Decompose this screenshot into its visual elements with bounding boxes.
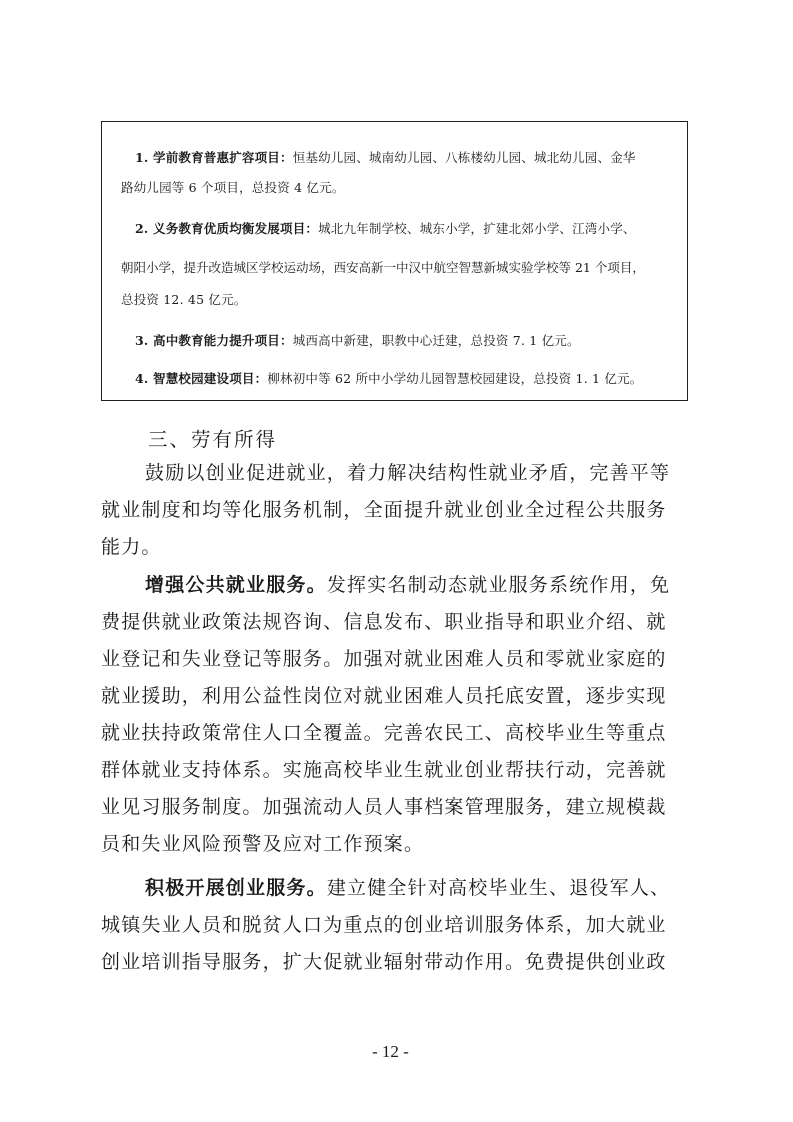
- item2-text: 城北九年制学校、城东小学，扩建北郊小学、江湾小学、: [318, 221, 636, 236]
- item3-line: [135, 331, 580, 349]
- para3-first-rest: 建立健全针对高校毕业生、退役军人、: [326, 877, 671, 899]
- para2-line3: 业登记和失业登记等服务。加强对就业困难人员和零就业家庭的: [101, 648, 667, 670]
- item1-head: 1. 学前教育普惠扩容项目：: [135, 150, 293, 165]
- para1-line1: 鼓励以创业促进就业，着力解决结构性就业矛盾，完善平等: [145, 462, 671, 484]
- item4-text: 柳林初中等 62 所中小学幼儿园智慧校园建设，总投资 1. 1 亿元。: [267, 371, 643, 386]
- para3-lead: 积极开展创业服务。: [145, 877, 327, 899]
- page-number: - 12 -: [372, 1042, 409, 1061]
- section-title: 三、劳有所得: [148, 428, 278, 451]
- para2-line1: [145, 570, 745, 597]
- para2-first-rest: 发挥实名制动态就业服务系统作用，免: [326, 574, 671, 596]
- para2-line8: 员和失业风险预警及应对工作预案。: [101, 833, 425, 855]
- item4-head: 4. 智慧校园建设项目：: [135, 371, 268, 386]
- para2-line4: 就业援助，利用公益性岗位对就业困难人员托底安置，逐步实现: [101, 685, 667, 707]
- item3-text: 城西高中新建，职教中心迁建，总投资 7. 1 亿元。: [292, 333, 580, 348]
- item1-text: 恒基幼儿园、城南幼儿园、八栋楼幼儿园、城北幼儿园、金华: [292, 150, 636, 165]
- para3-line1: [145, 873, 745, 900]
- item2-line2: 朝阳小学，提升改造城区学校运动场，西安高新一中汉中航空智慧新城实验学校等 21 个项目，: [121, 260, 645, 275]
- para2-lead: 增强公共就业服务。: [145, 574, 327, 596]
- item1-line2: 路幼儿园等 6 个项目，总投资 4 亿元。: [121, 180, 345, 195]
- para1-line2: 就业制度和均等化服务机制，全面提升就业创业全过程公共服务: [101, 499, 667, 521]
- item4-line: [135, 369, 642, 387]
- para2-line6: 群体就业支持体系。实施高校毕业生就业创业帮扶行动，完善就: [101, 759, 667, 781]
- para1-line3: 能力。: [101, 536, 162, 558]
- item3-head: 3. 高中教育能力提升项目：: [135, 333, 293, 348]
- item2-line3: 总投资 12. 45 亿元。: [121, 292, 247, 307]
- item2-line1: [135, 219, 636, 237]
- para2-line2: 费提供就业政策法规咨询、信息发布、职业指导和职业介绍、就: [101, 611, 667, 633]
- item1-line1: [135, 148, 636, 166]
- para2-line7: 业见习服务制度。加强流动人员人事档案管理服务，建立规模裁: [101, 796, 667, 818]
- para2-line5: 就业扶持政策常住人口全覆盖。完善农民工、高校毕业生等重点: [101, 722, 667, 744]
- investment-projects-box: [101, 121, 688, 401]
- para3-line2: 城镇失业人员和脱贫人口为重点的创业培训服务体系，加大就业: [101, 914, 667, 936]
- para3-line3: 创业培训指导服务，扩大促就业辐射带动作用。免费提供创业政: [101, 951, 667, 973]
- item2-head: 2. 义务教育优质均衡发展项目：: [135, 221, 319, 236]
